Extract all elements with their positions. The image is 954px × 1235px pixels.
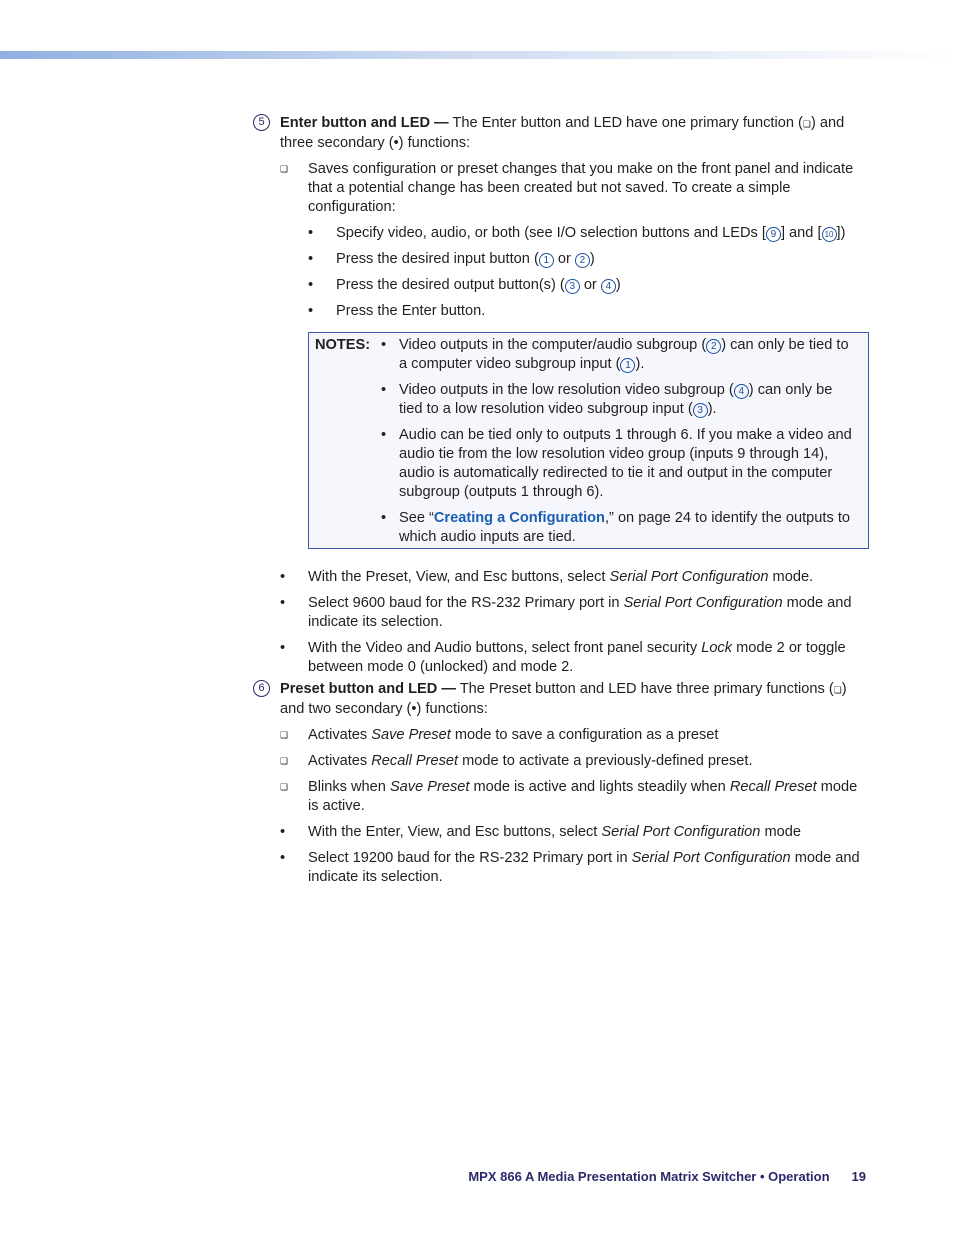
secondary-function-item: • With the Enter, View, and Esc buttons, select Serial Port Configuration mode: [280, 824, 801, 840]
section-intro: Enter button and LED — The Enter button and LED have one primary function (❏) and three secondary (•) functions:: [280, 115, 845, 151]
primary-function-item: ❏ Activates Save Preset mode to save a configuration as a preset: [280, 727, 719, 743]
primary-function-item: ❏ Activates Recall Preset mode to activate a previously-defined preset.: [280, 753, 753, 769]
callout-number: 4: [734, 384, 749, 399]
notes-box: [308, 332, 869, 549]
callout-number: 10: [822, 227, 837, 242]
creating-configuration-link[interactable]: Creating a Configuration: [433, 510, 605, 526]
bullet-symbol: •: [280, 824, 286, 840]
note-item: • Video outputs in the computer/audio subgroup ( 2 ) can only be tied to a computer video subgroup input ( 1 ).: [381, 337, 849, 372]
step-item: • Specify video, audio, or both (see I/O selection buttons and LEDs [ 9 ] and [ 10 ]): [308, 225, 846, 241]
bullet-symbol: •: [381, 427, 387, 443]
note-item: • See “Creating a Configuration,” on page 24 to identify the outputs to which audio inputs are tied.: [381, 510, 850, 545]
notes-label: NOTES:: [315, 337, 371, 353]
section-preset-button: [253, 680, 869, 887]
secondary-function-item: • With the Video and Audio buttons, select front panel security Lock mode 2 or toggle between mode 0 (unlocked) and mode 2.: [280, 640, 846, 675]
bullet-symbol: •: [381, 382, 387, 398]
page-number: 19: [851, 1169, 866, 1184]
callout-number: 3: [565, 279, 580, 294]
secondary-function-item: • With the Preset, View, and Esc buttons, select Serial Port Configuration mode.: [280, 569, 814, 585]
callout-number: 1: [620, 358, 635, 373]
checkbox-symbol: ❏: [280, 756, 289, 766]
checkbox-symbol: ❏: [833, 685, 842, 695]
bullet-symbol: •: [280, 850, 286, 866]
checkbox-symbol: ❏: [280, 164, 289, 174]
callout-number-6: 6: [253, 680, 270, 697]
callout-number: 2: [575, 253, 590, 268]
secondary-function-item: • Select 19200 baud for the RS-232 Primary port in Serial Port Configuration mode and indicate its selection.: [280, 850, 860, 885]
checkbox-symbol: ❏: [280, 730, 289, 740]
callout-number-5: 5: [253, 114, 270, 131]
footer-title: MPX 866 A Media Presentation Matrix Switcher • Operation: [468, 1169, 830, 1184]
section-enter-button: [253, 114, 869, 677]
bullet-symbol: •: [308, 277, 314, 293]
callout-number: 4: [601, 279, 616, 294]
bullet-symbol: •: [381, 337, 387, 353]
bullet-symbol: •: [381, 510, 387, 526]
section-title: Preset button and LED —: [280, 681, 456, 697]
callout-number: 9: [766, 227, 781, 242]
primary-function-item: ❏ Saves configuration or preset changes that you make on the front panel and indicate that a potential change has been created but not saved. To create a simple configuration:: [280, 161, 854, 215]
callout-number: 3: [693, 403, 708, 418]
bullet-symbol: •: [280, 569, 286, 585]
checkbox-symbol: ❏: [280, 782, 289, 792]
secondary-function-item: • Select 9600 baud for the RS-232 Primary port in Serial Port Configuration mode and indicate its selection.: [280, 595, 852, 630]
step-item: • Press the desired output button(s) ( 3 or 4 ): [308, 277, 621, 293]
primary-function-item: ❏ Blinks when Save Preset mode is active and lights steadily when Recall Preset mode is active.: [280, 779, 858, 814]
step-item: • Press the desired input button ( 1 or 2 ): [308, 251, 595, 267]
checkbox-symbol: ❏: [802, 119, 811, 129]
header-gradient-bar: [0, 51, 954, 59]
section-title: Enter button and LED —: [280, 115, 449, 131]
bullet-symbol: •: [280, 640, 286, 656]
callout-number: 1: [539, 253, 554, 268]
section-intro: Preset button and LED — The Preset button and LED have three primary functions (❏) and two secondary (•) functions:: [280, 681, 847, 717]
bullet-symbol: •: [308, 251, 314, 267]
note-item: • Video outputs in the low resolution video subgroup ( 4 ) can only be tied to a low resolution video subgroup input ( 3 ).: [381, 382, 833, 417]
page-footer: [468, 1167, 866, 1186]
step-item: • Press the Enter button.: [308, 303, 486, 319]
bullet-symbol: •: [308, 303, 314, 319]
note-item: • Audio can be tied only to outputs 1 through 6. If you make a video and audio tie from the low resolution video group (inputs 9 through 14), audio is automatically redirected to tie it and output in the computer subgroup (outputs 1 through 6).: [381, 427, 852, 500]
callout-number: 2: [706, 339, 721, 354]
bullet-symbol: •: [308, 225, 314, 241]
bullet-symbol: •: [280, 595, 286, 611]
